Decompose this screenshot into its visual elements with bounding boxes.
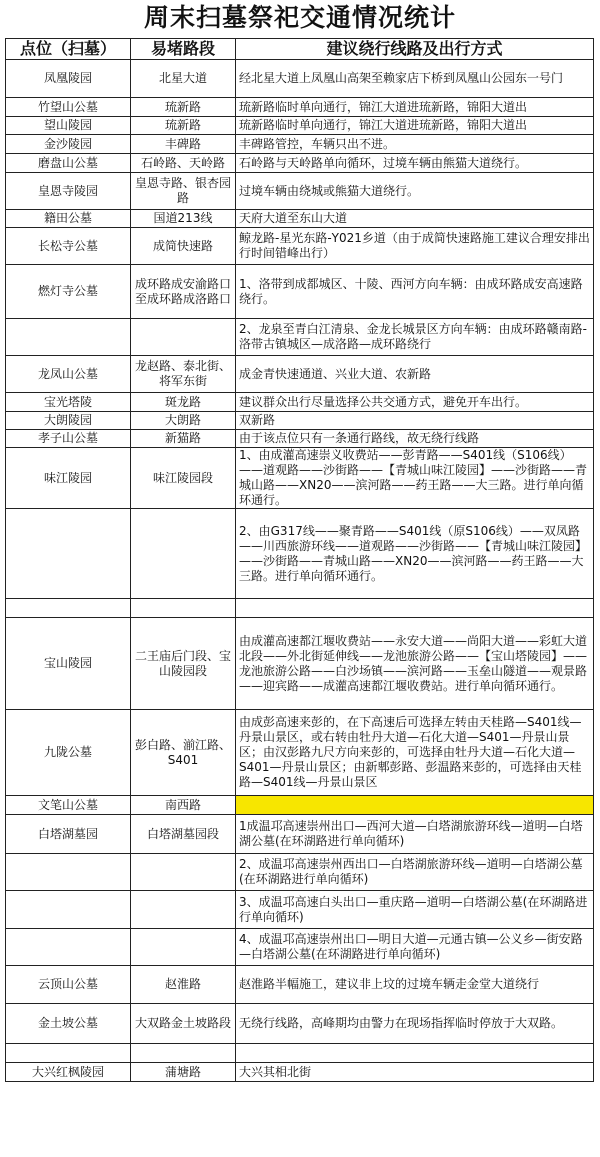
road-cell [131,599,236,618]
road-cell: 味江陵园段 [131,448,236,509]
advice-cell: 由成彭高速来彭的，在下高速后可选择左转由天桂路—S401线—丹景山景区，或右转由牡丹大道—石化大道—S401—丹景山景区；由汉彭路九尺方向来彭的，可选择由牡丹大道—石化大道—S401—丹景山景区；由新郫彭路、彭温路来彭的，可选择由天桂路—S401线—丹景山景区 [236,710,594,796]
advice-cell: 建议群众出行尽量选择公共交通方式，避免开车出行。 [236,393,594,412]
table-row [6,393,594,412]
advice-cell: 1、洛带到成都城区、十陵、西河方向车辆：由成环路成安高速路绕行。 [236,265,594,319]
advice-cell: 1、由成灌高速崇义收费站——彭青路——S401线（S106线）——道观路——沙街路——【青城山味江陵园】——沙街路——青城山路——XN20——滨河路——药王路——大三路。进行单向循环通行。 [236,448,594,509]
advice-cell: 无绕行线路，高峰期均由警力在现场指挥临时停放于大双路。 [236,1004,594,1044]
advice-cell: 大兴其相北街 [236,1063,594,1082]
table-row [6,710,594,796]
page-title: 周末扫墓祭祀交通情况统计 [143,3,456,32]
table-row [6,618,594,710]
advice-cell [236,1044,594,1063]
table-row [6,265,594,319]
advice-cell: 1成温邛高速崇州出口—西河大道—白塔湖旅游环线—道明—白塔湖公墓(在环湖路进行单向循环) [236,815,594,854]
advice-cell: 石岭路与天岭路单向循环，过境车辆由熊猫大道绕行。 [236,154,594,173]
advice-cell: 3、成温邛高速白头出口—重庆路—道明—白塔湖公墓(在环湖路进行单向循环) [236,891,594,929]
place-cell: 文笔山公墓 [6,796,131,815]
place-cell: 大兴红枫陵园 [6,1063,131,1082]
place-cell [6,854,131,891]
advice-cell: 2、成温邛高速崇州西出口—白塔湖旅游环线—道明—白塔湖公墓(在环湖路进行单向循环) [236,854,594,891]
advice-cell: 由成灌高速都江堰收费站——永安大道——尚阳大道——彩虹大道北段——外北街延伸线——龙池旅游公路——【宝山塔陵园】——龙池旅游公路——白沙场镇——滨河路——玉垒山隧道——观景路——迎宾路——成灌高速都江堰收费站。进行单向循环通行。 [236,618,594,710]
road-cell: 大朗路 [131,412,236,430]
table-row [6,1063,594,1082]
advice-cell: 琉新路临时单向通行，锦江大道进琉新路，锦阳大道出 [236,117,594,135]
place-cell [6,599,131,618]
table-row [6,796,594,815]
table-row [6,154,594,173]
advice-cell: 4、成温邛高速崇州出口—明日大道—元通古镇—公义乡—街安路—白塔湖公墓(在环湖路进行单向循环) [236,929,594,966]
table-row [6,929,594,966]
table-row [6,60,594,98]
road-cell [131,854,236,891]
table-row [6,430,594,448]
place-cell: 皇恩寺陵园 [6,173,131,210]
road-cell: 琉新路 [131,98,236,117]
road-cell: 二王庙后门段、宝山陵园段 [131,618,236,710]
table-row [6,356,594,393]
road-cell [131,1044,236,1063]
advice-cell: 丰碑路管控，车辆只出不进。 [236,135,594,154]
road-cell [131,319,236,356]
place-cell: 九陇公墓 [6,710,131,796]
table-row [6,599,594,618]
advice-cell: 由于该点位只有一条通行路线，故无绕行线路 [236,430,594,448]
road-cell: 斑龙路 [131,393,236,412]
place-cell [6,891,131,929]
place-cell: 宝山陵园 [6,618,131,710]
table-row [6,854,594,891]
road-cell: 成简快速路 [131,228,236,265]
place-cell: 长松寺公墓 [6,228,131,265]
table-row [6,891,594,929]
advice-cell: 成金青快速通道、兴业大道、农新路 [236,356,594,393]
table-row [6,1004,594,1044]
advice-cell: 过境车辆由绕城或熊猫大道绕行。 [236,173,594,210]
place-cell [6,319,131,356]
place-cell: 凤凰陵园 [6,60,131,98]
advice-cell: 2、由G317线——聚青路——S401线（原S106线）——双凤路——川西旅游环线——道观路——沙街路——【青城山味江陵园】——沙街路——青城山路——XN20——滨河路——药王路——大三路。进行单向循环通行。 [236,509,594,599]
table-row [6,412,594,430]
advice-cell: 琉新路临时单向通行，锦江大道进琉新路，锦阳大道出 [236,98,594,117]
advice-cell: 2、龙泉至青白江清泉、金龙长城景区方向车辆：由成环路赣南路-洛带古镇城区—成洛路—成环路绕行 [236,319,594,356]
advice-cell: 经北星大道上凤凰山高架至赖家店下桥到凤凰山公园东一号门 [236,60,594,98]
place-cell: 竹望山公墓 [6,98,131,117]
table-row [6,228,594,265]
place-cell: 籍田公墓 [6,210,131,228]
road-cell: 丰碑路 [131,135,236,154]
road-cell: 国道213线 [131,210,236,228]
road-cell: 新猫路 [131,430,236,448]
road-cell: 龙赵路、泰北街、将军东街 [131,356,236,393]
place-cell: 大朗陵园 [6,412,131,430]
table-row [6,135,594,154]
road-cell: 南西路 [131,796,236,815]
road-cell: 彭白路、湔江路、S401 [131,710,236,796]
road-cell [131,929,236,966]
place-cell: 金土坡公墓 [6,1004,131,1044]
header-place: 点位（扫墓） [6,39,131,60]
place-cell [6,929,131,966]
table-row [6,966,594,1004]
place-cell: 白塔湖墓园 [6,815,131,854]
advice-cell [236,599,594,618]
table-row [6,173,594,210]
road-cell [131,509,236,599]
road-cell: 蒲塘路 [131,1063,236,1082]
table-row [6,98,594,117]
place-cell: 味江陵园 [6,448,131,509]
place-cell: 金沙陵园 [6,135,131,154]
place-cell: 宝光塔陵 [6,393,131,412]
header-road: 易堵路段 [131,39,236,60]
place-cell: 燃灯寺公墓 [6,265,131,319]
traffic-table [5,38,594,1082]
table-row [6,1044,594,1063]
road-cell: 赵淮路 [131,966,236,1004]
table-row [6,509,594,599]
place-cell: 龙凤山公墓 [6,356,131,393]
place-cell: 磨盘山公墓 [6,154,131,173]
place-cell: 孝子山公墓 [6,430,131,448]
advice-cell-highlighted [236,796,594,815]
place-cell: 云顶山公墓 [6,966,131,1004]
road-cell: 白塔湖墓园段 [131,815,236,854]
road-cell: 琉新路 [131,117,236,135]
place-cell [6,509,131,599]
road-cell: 成环路成安渝路口至成环路成洛路口 [131,265,236,319]
table-row [6,319,594,356]
table-row [6,117,594,135]
road-cell: 皇恩寺路、银杏园路 [131,173,236,210]
advice-cell: 鲸龙路-星光东路-Y021乡道（由于成简快速路施工建议合理安排出行时间错峰出行） [236,228,594,265]
road-cell: 大双路金土坡路段 [131,1004,236,1044]
road-cell: 北星大道 [131,60,236,98]
advice-cell: 赵淮路半幅施工，建议非上坟的过境车辆走金堂大道绕行 [236,966,594,1004]
header-advice: 建议绕行线路及出行方式 [236,39,594,60]
place-cell [6,1044,131,1063]
advice-cell: 天府大道至东山大道 [236,210,594,228]
table-header-row [6,39,594,60]
place-cell: 望山陵园 [6,117,131,135]
table-row [6,210,594,228]
road-cell [131,891,236,929]
table-row [6,815,594,854]
table-row [6,448,594,509]
road-cell: 石岭路、天岭路 [131,154,236,173]
advice-cell: 双新路 [236,412,594,430]
